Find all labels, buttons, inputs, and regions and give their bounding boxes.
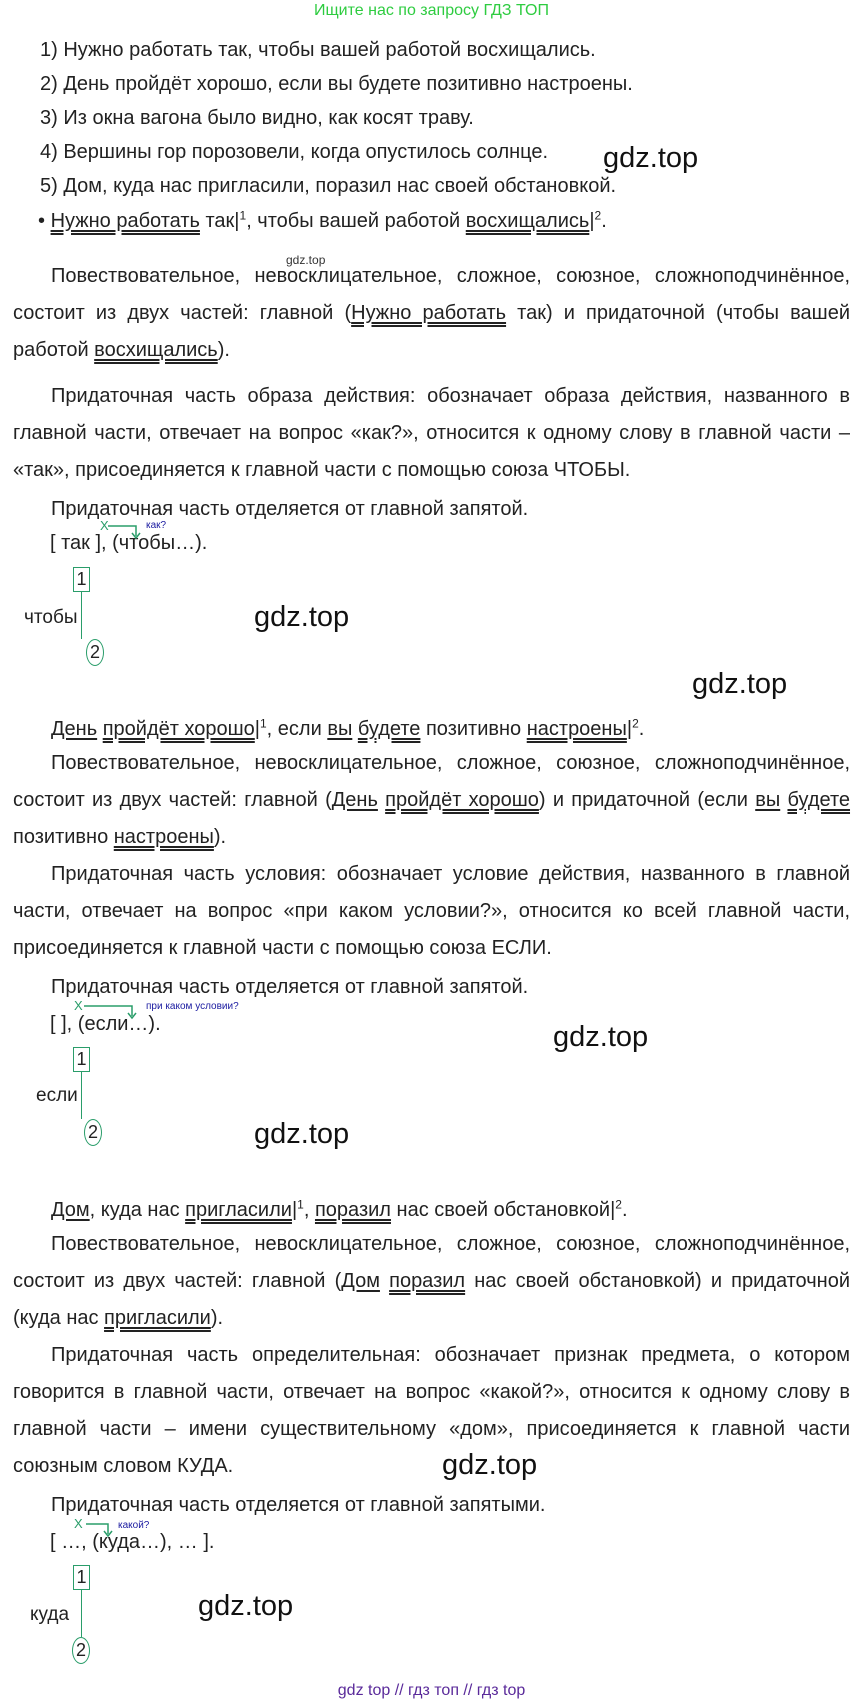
analysis-1-sentence <box>38 203 607 240</box>
text: позитивно <box>13 826 114 848</box>
analysis-1-clause-type: Придаточная часть образа действия: обозначает образа действия, названного в главной части, отвечает на вопрос «как?», относится к одному слову в главной части – «так», присоединяется к главной части с помощью союза ЧТОБЫ. <box>13 385 850 481</box>
predicate: восхищались <box>465 210 590 232</box>
subject: День <box>51 718 98 740</box>
analysis-1-characteristics <box>13 258 850 369</box>
text: | <box>254 718 260 740</box>
part-index: 1 <box>239 208 247 223</box>
text: ). <box>210 1307 224 1329</box>
text: Повествовательное, невосклицательное, сложное, союзное, сложноподчинённое, состоит из двух частей: главной ( <box>13 752 850 811</box>
predicate: поразил <box>389 1270 466 1292</box>
watermark-small: gdz.top <box>286 253 326 267</box>
subject: Дом <box>341 1270 380 1292</box>
text: нас своей обстановкой| <box>390 1199 616 1221</box>
part-index: 1 <box>297 1197 304 1212</box>
subject: День <box>331 789 378 811</box>
connector-line <box>81 1072 82 1119</box>
text: | <box>291 1199 298 1221</box>
text: Повествовательное, невосклицательное, сложное, союзное, сложноподчинённое, состоит из двух частей: главной ( <box>13 265 850 324</box>
sentence-4: 4) Вершины гор порозовели, когда опустилось солнце. <box>40 141 549 163</box>
analysis-2-sentence <box>51 711 644 748</box>
conjunction-label: если <box>36 1085 78 1106</box>
watermark: gdz.top <box>553 1021 649 1053</box>
part-index: 2 <box>615 1197 622 1212</box>
connector-line <box>81 592 82 639</box>
question-label: как? <box>146 520 167 531</box>
watermark: gdz.top <box>254 1118 350 1150</box>
predicate: настроены <box>526 718 627 740</box>
question-arrow <box>106 524 146 540</box>
text: нас своей обстановкой) и придаточной (куда нас <box>13 1270 851 1329</box>
main-clause-box: 1 <box>73 1047 90 1072</box>
question-arrow <box>82 1004 142 1020</box>
subordinate-clause-circle: 2 <box>72 1637 90 1664</box>
text: так) и придаточной (чтобы вашей работой <box>13 302 850 361</box>
text: . <box>601 210 607 232</box>
search-banner: Ищите нас по запросу ГДЗ ТОП <box>314 2 549 19</box>
analysis-1-scheme: [ так ], (чтобы…). <box>50 532 208 554</box>
question-arrow <box>84 1522 124 1538</box>
text: позитивно <box>420 718 527 740</box>
predicate: пройдёт хорошо <box>385 789 539 811</box>
connector-line <box>81 1590 82 1637</box>
part-index: 2 <box>594 208 602 223</box>
predicate: пригласили <box>185 1199 292 1221</box>
text: ) и придаточной (если <box>538 789 756 811</box>
subject: Дом <box>51 1199 90 1221</box>
bullet: • <box>38 210 46 232</box>
part-index: 1 <box>259 716 267 731</box>
predicate: восхищались <box>94 339 218 361</box>
text: | <box>626 718 633 740</box>
text: , <box>303 1199 315 1221</box>
text: , куда нас <box>89 1199 186 1221</box>
predicate: настроены <box>113 826 214 848</box>
subordinate-clause-circle: 2 <box>84 1119 102 1146</box>
text: ). <box>213 826 227 848</box>
sentence-1: 1) Нужно работать так, чтобы вашей работой восхищались. <box>40 39 596 61</box>
sentence-3: 3) Из окна вагона было видно, как косят траву. <box>40 107 474 129</box>
subordinate-mark: X <box>100 518 109 533</box>
analysis-2-characteristics <box>13 745 850 856</box>
question-label: при каком условии? <box>146 1001 239 1012</box>
analysis-1-punctuation: Придаточная часть отделяется от главной запятой. <box>51 498 529 520</box>
text <box>380 1270 389 1292</box>
predicate: будете <box>787 789 851 811</box>
analysis-2-punctuation: Придаточная часть отделяется от главной запятой. <box>51 976 529 998</box>
text: | <box>589 210 595 232</box>
analysis-2-scheme: [ ], (если…). <box>50 1013 161 1035</box>
conjunction-label: куда <box>30 1604 70 1625</box>
sentence-2: 2) День пройдёт хорошо, если вы будете позитивно настроены. <box>40 73 633 95</box>
predicate: пройдёт хорошо <box>102 718 255 740</box>
conjunction-label: чтобы <box>24 607 78 628</box>
main-clause-box: 1 <box>73 567 90 592</box>
predicate: будете <box>357 718 421 740</box>
analysis-3-scheme: [ …, (куда…), … ]. <box>50 1531 215 1553</box>
text: , если <box>266 718 328 740</box>
watermark: gdz.top <box>442 1449 538 1481</box>
subordinate-mark: X <box>74 998 83 1013</box>
watermark: gdz.top <box>198 1590 294 1622</box>
subject: вы <box>755 789 781 811</box>
analysis-3-sentence <box>51 1192 628 1229</box>
analysis-3-punctuation: Придаточная часть отделяется от главной запятыми. <box>51 1494 546 1516</box>
predicate: поразил <box>314 1199 391 1221</box>
text: так| <box>199 210 240 232</box>
main-clause-box: 1 <box>73 1565 90 1590</box>
watermark: gdz.top <box>692 668 788 700</box>
text: . <box>638 718 645 740</box>
predicate: пригласили <box>104 1307 211 1329</box>
part-index: 2 <box>632 716 639 731</box>
analysis-2-clause-type: Придаточная часть условия: обозначает условие действия, названного в главной части, отвечает на вопрос «при каком условии?», относится ко всей главной части, присоединяется к главной части с помощью союза ЕСЛИ. <box>13 863 850 959</box>
question-label: какой? <box>118 1520 150 1531</box>
text: , чтобы вашей работой <box>246 210 466 232</box>
text: Повествовательное, невосклицательное, сложное, союзное, сложноподчинённое, состоит из двух частей: главной ( <box>13 1233 850 1292</box>
sentence-5: 5) Дом, куда нас пригласили, поразил нас своей обстановкой. <box>40 175 617 197</box>
subject: вы <box>327 718 353 740</box>
text: . <box>621 1199 628 1221</box>
watermark: gdz.top <box>603 142 699 174</box>
predicate: Нужно работать <box>50 210 200 232</box>
watermark: gdz.top <box>254 601 350 633</box>
analysis-3-clause-type: Придаточная часть определительная: обозначает признак предмета, о котором говорится в главной части, отвечает на вопрос «какой?», относится к одному слову в главной части – имени существительному «дом», присоединяется к главной части союзным словом КУДА. <box>13 1344 850 1477</box>
text: ). <box>217 339 230 361</box>
predicate: Нужно работать <box>351 302 507 324</box>
subordinate-mark: X <box>74 1516 83 1531</box>
subordinate-clause-circle: 2 <box>86 639 104 666</box>
footer-watermark: gdz top // гдз топ // гдз top <box>337 1682 526 1699</box>
analysis-3-characteristics <box>13 1226 850 1337</box>
